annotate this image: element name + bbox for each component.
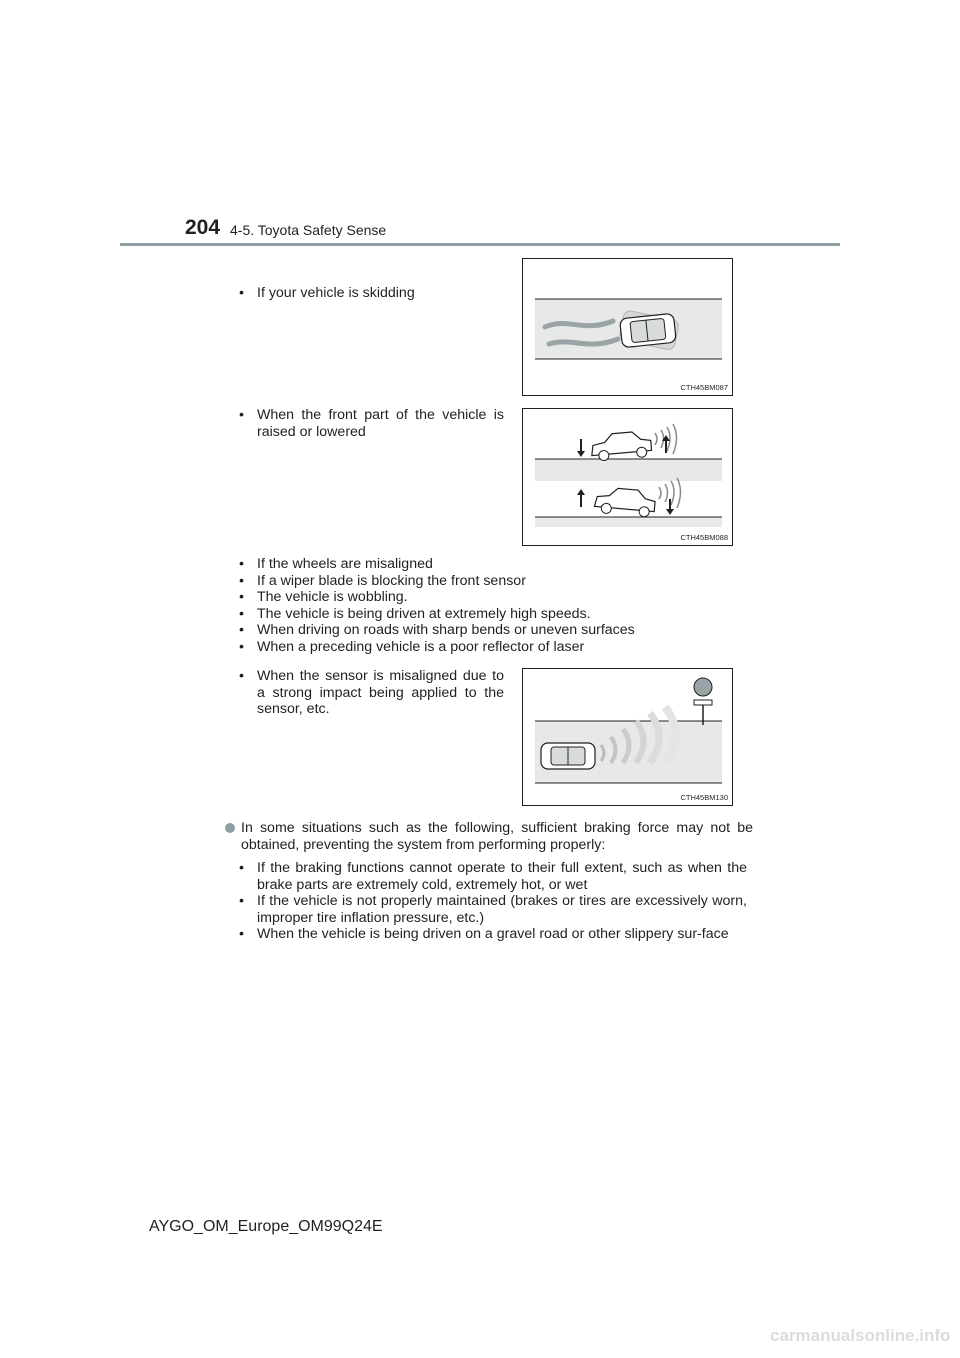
bullet-text: The vehicle is wobbling. (257, 589, 408, 605)
bullet-marker: • (239, 572, 244, 589)
figure-code: CTH45BM130 (680, 793, 728, 802)
bullet-marker: • (239, 668, 244, 684)
car-raised-lowered-illustration (523, 409, 732, 545)
bullet-sensor-misaligned (239, 668, 504, 718)
bullet-text: If the braking functions cannot operate to their full extent, such as when the brake parts are extremely cold, extremely hot, or wet (257, 860, 747, 893)
bullet-text: If the vehicle is not properly maintained (brakes or tires are excessively worn, improper tire inflation pressure, etc.) (257, 893, 747, 926)
car-skidding-illustration (523, 259, 732, 395)
list-item (239, 926, 747, 943)
circle-bullet-icon (225, 823, 235, 833)
bullet-raised-lowered (239, 407, 504, 440)
bullet-text: If your vehicle is skidding (257, 285, 415, 301)
list-item (239, 893, 747, 926)
braking-intro-text: In some situations such as the following, sufficient braking force may not be obtained, preventing the system from performing properly: (241, 820, 753, 853)
bullet-skidding (239, 285, 504, 302)
sensor-misaligned-illustration (523, 669, 732, 805)
bullet-marker: • (239, 556, 244, 572)
bullet-text: When driving on roads with sharp bends or uneven surfaces (257, 622, 635, 638)
bullet-marker: • (239, 285, 244, 301)
bullet-marker: • (239, 926, 244, 942)
bullet-text: When a preceding vehicle is a poor reflector of laser (257, 638, 585, 655)
list-item (239, 573, 759, 590)
list-item (239, 639, 759, 656)
bullet-text: When the front part of the vehicle is raised or lowered (257, 407, 504, 440)
watermark[interactable]: carmanualsonline.info (770, 1326, 951, 1345)
figure-raised-lowered (522, 408, 733, 546)
figure-code: CTH45BM088 (680, 533, 728, 542)
bullet-marker: • (239, 860, 244, 876)
bullet-text: If a wiper blade is blocking the front sensor (257, 572, 526, 589)
bullet-text: When the vehicle is being driven on a gravel road or other slippery sur-face (257, 926, 729, 942)
page-number: 204 (185, 216, 221, 239)
document-code: AYGO_OM_Europe_OM99Q24E (149, 1218, 383, 1235)
list-item (239, 860, 747, 893)
bullet-marker: • (239, 589, 244, 605)
bullet-text: If the wheels are misaligned (257, 556, 433, 572)
bullet-marker: • (239, 622, 244, 638)
bullet-marker: • (239, 893, 244, 909)
bullet-marker: • (239, 638, 244, 655)
list-item (239, 589, 759, 606)
list-item (239, 622, 759, 639)
bullet-marker: • (239, 605, 244, 622)
figure-code: CTH45BM087 (680, 383, 728, 392)
list-item (239, 606, 759, 623)
bullet-text: The vehicle is being driven at extremely high speeds. (257, 605, 591, 622)
header-divider (120, 243, 840, 246)
bullet-marker: • (239, 407, 244, 423)
braking-intro (225, 820, 753, 854)
figure-sensor-misaligned (522, 668, 733, 806)
bullet-text: When the sensor is misaligned due to a strong impact being applied to the sensor, etc. (257, 668, 504, 717)
figure-skidding (522, 258, 733, 396)
list-item (239, 556, 759, 573)
section-title: 4-5. Toyota Safety Sense (230, 222, 387, 238)
